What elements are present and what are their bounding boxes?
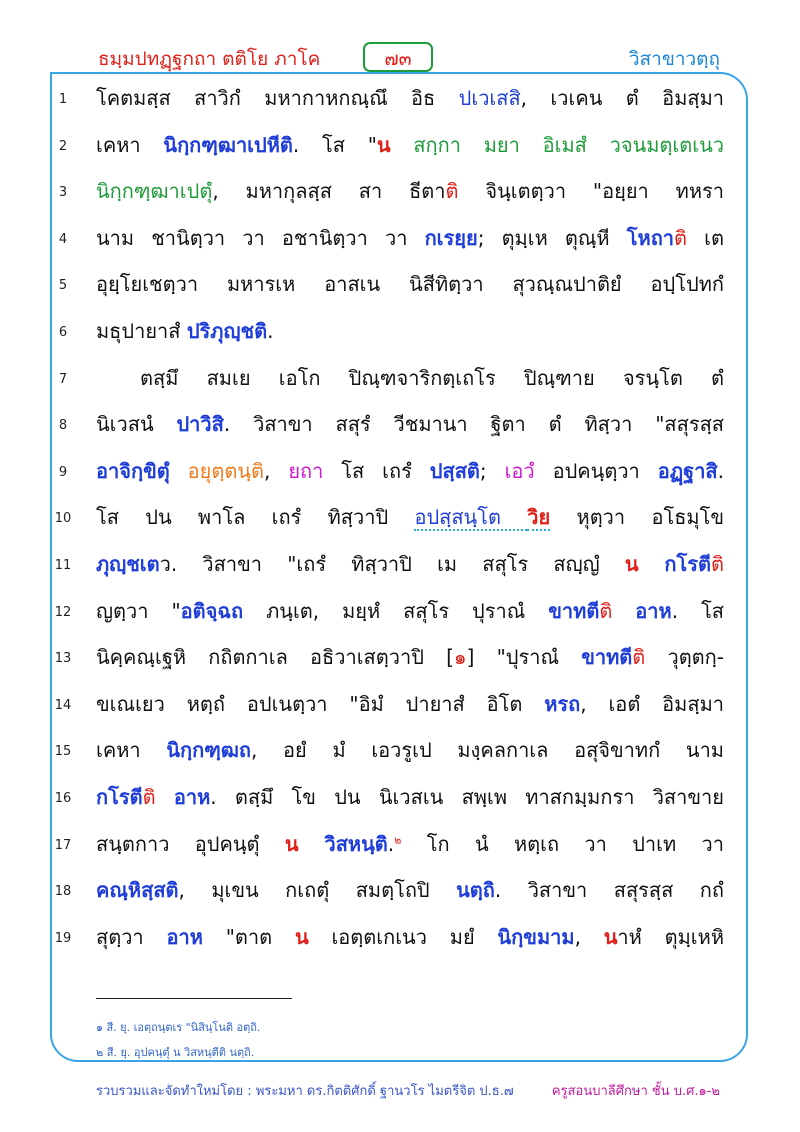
text-segment: ๑: [453, 645, 467, 670]
line-text: [96, 548, 724, 580]
text-segment: [612, 599, 635, 623]
text-line: [0, 451, 800, 497]
line-number: 19: [54, 930, 72, 946]
text-segment: . โส: [671, 598, 725, 623]
text-segment: สกฺกา มยา อิเมสํ วจนมตฺเตเนว: [390, 132, 724, 157]
text-segment: ติ: [674, 225, 688, 250]
text-segment: อาห: [635, 598, 672, 623]
line-text: [96, 175, 724, 207]
text-segment: โก นํ หตฺเถ วา ปาเท วา: [401, 831, 724, 856]
text-segment: เคหา: [96, 132, 164, 157]
line-text: [96, 222, 724, 254]
text-segment: ,: [574, 924, 604, 949]
line-text: [96, 315, 724, 347]
text-segment: นาม ชานิตฺวา วา อชานิตฺวา วา: [96, 225, 425, 250]
text-segment: ] "ปุราณํ: [466, 645, 582, 670]
line-text: [96, 828, 724, 860]
text-segment: , อยํ มํ เอวรูเป มงฺคลกาเล อสุจิขาทกํ นาม: [251, 738, 724, 763]
line-text: [96, 408, 724, 440]
text-segment: ขาทตี: [548, 598, 600, 623]
line-number: 11: [54, 558, 72, 573]
text-segment: ตสฺมึ สมเย เอโก ปิณฺฑจาริกตฺเถโร ปิณฺฑาย จรนฺโต ตํ: [140, 365, 724, 390]
line-text: [96, 641, 724, 673]
text-segment: อาห: [173, 785, 211, 809]
text-line: [0, 264, 800, 310]
text-segment: โส เถรํ: [323, 458, 430, 483]
text-segment: อาจิกฺขิตุํ: [96, 458, 170, 483]
text-line: [0, 917, 800, 963]
text-segment: ภนฺเต, มยฺหํ สสุโร ปุราณํ: [243, 598, 549, 623]
footnote-1: ๑ สี. ยุ. เอตฺถนฺตเร "นิสินฺโนติ อตฺถิ.: [96, 1021, 261, 1034]
text-segment: นิกฺกฑฺฒาเปตุํ: [96, 179, 213, 204]
text-segment: ติ: [599, 598, 613, 623]
text-line: [0, 591, 800, 637]
text-segment: เต: [687, 225, 724, 250]
footer-credit: รวบรวมและจัดทำใหม่โดย : พระมหา ดร.กิตติศักดิ์ ฐานวโร ไมตรีจิต ป.ธ.๗: [96, 1084, 514, 1099]
text-segment: ญตฺวา ": [96, 598, 181, 623]
text-segment: ปาวิสิ: [176, 412, 224, 437]
footnote-2: ๒ สี. ยุ. อุปคนฺตุํ น วิสหนฺตีติ นตฺถิ.: [96, 1046, 255, 1059]
text-segment: หุตฺวา อโธมุโข: [550, 505, 724, 530]
text-segment: กโรตี: [638, 552, 711, 576]
text-line: [0, 637, 800, 683]
text-segment: ปสฺสติ: [429, 458, 480, 483]
text-line: [0, 125, 800, 171]
line-text: [96, 455, 724, 487]
line-number: 16: [54, 791, 72, 806]
text-segment: วุตฺตกฺ-: [645, 645, 724, 670]
story-title: วิสาขาวตฺถุ: [628, 48, 720, 70]
text-segment: ขาทตี: [581, 645, 633, 670]
text-segment: อยุตฺตนฺติ: [169, 458, 265, 483]
text-line: [0, 404, 800, 450]
text-segment: ปริภุญฺชติ: [186, 319, 268, 343]
text-segment: วิย: [527, 505, 551, 530]
text-segment: ๒: [394, 832, 402, 846]
text-segment: ;: [479, 458, 505, 483]
text-segment: . ตสฺมึ โข ปน นิเวสเน สพฺเพ ทาสกมฺมกรา วิสาขาย: [210, 785, 724, 809]
book-title: ธมฺมปทฏฺฐกถา ตติโย ภาโค: [98, 48, 321, 70]
text-segment: น: [376, 132, 391, 157]
text-segment: . โส ": [292, 132, 377, 157]
text-segment: อาห: [166, 924, 203, 949]
page-number-badge: ๗๓: [363, 42, 433, 72]
text-segment: สนฺตกาว อุปคนฺตุํ: [96, 831, 285, 856]
line-number: 12: [54, 604, 72, 620]
line-text: [140, 362, 724, 394]
text-segment: วิสหนฺติ: [298, 831, 388, 856]
text-segment: .: [717, 458, 724, 483]
text-line: [0, 870, 800, 916]
text-segment: [156, 785, 174, 809]
text-segment: ติ: [445, 179, 459, 204]
text-segment: กเรยฺย: [424, 225, 478, 250]
text-line: [0, 497, 800, 543]
line-number: 8: [58, 418, 68, 434]
text-segment: อติจฺฉถ: [180, 598, 244, 623]
text-segment: หรถ: [544, 691, 581, 716]
text-segment: โหถา: [626, 225, 675, 250]
text-segment: โส ปน พาโล เถรํ ทิสฺวาปิ: [96, 505, 415, 530]
text-segment: ขเณเยว หตฺถํ อปเนตฺวา "อิมํ ปายาสํ อิโต: [96, 691, 545, 716]
text-segment: อปสฺสนฺโต: [414, 505, 528, 530]
text-segment: .: [267, 319, 274, 343]
text-segment: นิคฺคณฺเฐหิ กถิตกาเล อธิวาเสตฺวาปิ [: [96, 645, 454, 670]
text-segment: ; ตุมฺเห ตุณฺหี: [477, 225, 627, 250]
line-number: 9: [58, 464, 68, 480]
text-line: [0, 358, 800, 404]
text-segment: น: [624, 552, 639, 576]
line-number: 14: [54, 697, 72, 713]
line-number: 13: [54, 651, 72, 667]
text-segment: อฏฺฐาสิ: [657, 458, 718, 483]
line-number: 10: [54, 511, 72, 527]
line-text: [96, 781, 724, 813]
text-segment: จินฺเตตฺวา "อยฺยา ทหรา: [458, 179, 724, 204]
line-text: [96, 501, 724, 533]
text-segment: น: [284, 831, 299, 856]
text-segment: สุตฺวา: [96, 924, 167, 949]
line-number: 18: [54, 884, 72, 900]
line-text: [96, 688, 724, 720]
line-text: [96, 129, 724, 161]
line-number: 2: [58, 138, 68, 154]
text-segment: กโรตี: [96, 785, 143, 809]
line-number: 5: [58, 278, 68, 294]
text-segment: .: [387, 831, 395, 856]
text-segment: เอตฺตเกเนว มยํ: [308, 924, 498, 949]
text-segment: มธุปายาสํ: [96, 319, 187, 343]
text-segment: นิกฺกฑฺฒถ: [166, 738, 251, 763]
line-number: 15: [54, 744, 72, 760]
line-number: 4: [58, 231, 68, 247]
text-segment: นตฺถิ: [456, 878, 495, 903]
text-segment: ติ: [711, 552, 724, 576]
text-segment: , มุเขน กเถตุํ สมตฺโถปิ: [178, 878, 457, 903]
line-text: [96, 82, 724, 114]
text-line: [0, 730, 800, 776]
text-line: [0, 544, 800, 590]
text-segment: . วิสาขา สสุรํ วีชมานา ฐิตา ตํ ทิสฺวา "สสุรสฺส: [223, 412, 724, 437]
text-line: [0, 311, 800, 357]
text-segment: ติ: [142, 785, 156, 809]
text-segment: . วิสาขา สสุรสฺส กถํ: [494, 878, 724, 903]
text-line: [0, 171, 800, 217]
text-segment: นิกฺกฑฺฒาเปหีติ: [163, 132, 293, 157]
text-segment: น: [603, 924, 618, 949]
footnote-divider: [96, 998, 292, 999]
footer-course: ครูสอนบาลีศึกษา ชั้น บ.ศ.๑-๒: [551, 1084, 720, 1099]
text-segment: โคตมสฺส สาวิกํ มหากาหกณฺณึ อิธ: [96, 86, 459, 110]
text-segment: นิเวสนํ: [96, 412, 177, 437]
text-segment: อุยฺโยเชตฺวา มหารเห อาสเน นิสีทิตฺวา สุวณฺณปาติยํ อปฺโปทกํ: [96, 272, 724, 297]
text-segment: เอวํ: [504, 458, 535, 483]
text-segment: , มหากุลสฺส สา ธีตา: [212, 179, 446, 204]
text-segment: "ตาต: [202, 924, 295, 949]
line-number: 1: [58, 92, 68, 107]
line-text: [96, 874, 724, 906]
text-segment: เคหา: [96, 738, 167, 763]
text-segment: นิกฺขมาม: [497, 924, 575, 949]
line-text: [96, 268, 724, 300]
line-text: [96, 734, 724, 766]
line-number: 6: [58, 325, 68, 340]
text-segment: ว. วิสาขา "เถรํ ทิสฺวาปิ เม สสุโร สญฺญํ: [159, 552, 625, 576]
line-number: 7: [58, 371, 68, 387]
line-text: [96, 595, 724, 627]
line-number: 17: [54, 837, 72, 853]
text-line: [0, 777, 800, 823]
line-text: [96, 921, 724, 953]
text-line: [0, 824, 800, 870]
text-segment: ภุญฺชเต: [96, 552, 160, 576]
text-segment: คณฺหิสฺสติ: [96, 878, 179, 903]
text-line: [0, 78, 800, 124]
text-segment: ,: [264, 458, 289, 483]
text-segment: น: [294, 924, 309, 949]
text-segment: , เวเคน ตํ อิมสฺมา: [520, 86, 724, 110]
text-segment: ยถา: [288, 458, 324, 483]
text-line: [0, 218, 800, 264]
text-segment: , เอตํ อิมสฺมา: [580, 691, 724, 716]
text-line: [0, 684, 800, 730]
text-segment: ติ: [632, 645, 646, 670]
line-number: 3: [58, 185, 68, 201]
text-segment: ปเวเสสิ: [458, 86, 521, 110]
text-segment: อปคนฺตฺวา: [534, 458, 658, 483]
text-segment: าหํ ตุมฺเหหิ: [617, 924, 725, 949]
